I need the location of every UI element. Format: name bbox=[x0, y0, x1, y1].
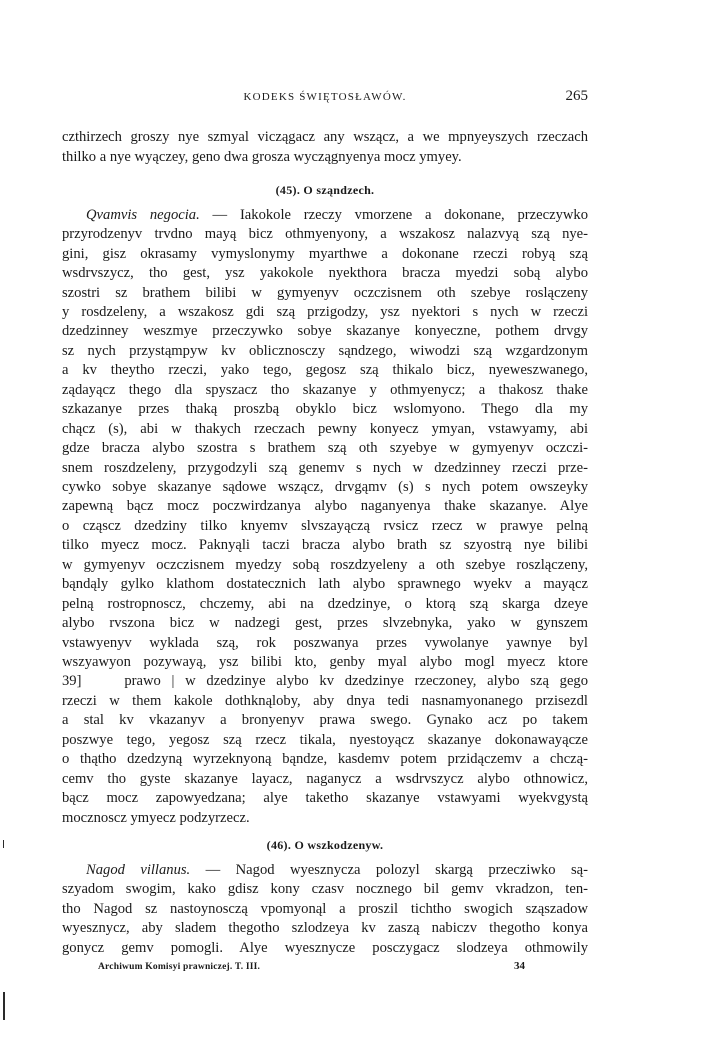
text-line: chącz (s), abi w thakych rzeczach pewny konyecz ymyan, vstawyamy, abi bbox=[62, 421, 588, 437]
text-fragment: Nagod wyesznycza polozyl skargą przecziwko są- bbox=[235, 862, 588, 878]
text-line: thilko a nye wyączey, geno dwa grosza wyczągnyenya mocz ymyey. bbox=[62, 149, 462, 165]
text-line: zapewną bącz mocz poczwirdzanya alybo naganyenya thake skazanye. Alye bbox=[62, 498, 588, 514]
text-line: alybo rvszona bicz w nadzegi gest, przes slvzebnyka, yako w gynszem bbox=[62, 615, 588, 631]
text-line: bąndąly gylko klathom dostatecznich lath alybo sprawnego wyekv a mayącz bbox=[62, 576, 588, 592]
text-line: gdze bracza alybo szostra s brathem szą oth szyebye w gymyenyv oczczi- bbox=[62, 440, 588, 456]
text-line: w gymyenyv oczczisnem myedzy sobą roszdzyeleny a oth szebye roszląсzeny, bbox=[62, 557, 588, 573]
text-line: a kv theytho rzeczi, yako tego, gegosz szą thikalo bicz, nyeweszwanego, bbox=[62, 362, 588, 378]
text-line: tho Nagod sz nastoynosczą vpomyonąl a proszil tichtho swogich sząszadow bbox=[62, 901, 588, 917]
text-line: wsdrvszycz, tho gest, ysz yakokole nyekthora bracza myedzi sobą alybo bbox=[62, 265, 588, 281]
page-footer bbox=[98, 960, 558, 976]
text-line: szostri sz brathem bilibi w gymyenyv oczczisnem oth szebye roslączeny bbox=[62, 285, 588, 301]
text-line: cemv tho gyste skazanye layacz, naganycz a wsdrvszycz alybo othnowicz, bbox=[62, 771, 588, 787]
text-line: wyesznycz, aby sladem thegotho szlodzeya kv zaszą nabiczv thegotho konya bbox=[62, 920, 588, 936]
section-heading: (46). O wszkodzenyw. bbox=[266, 838, 384, 852]
margin-bar bbox=[3, 992, 5, 1020]
text-line: snem roszdzeleny, przygodzyli szą genemv s nych w dzedzinney rzeczi prze- bbox=[62, 460, 588, 476]
text-line: sz nych przystąmpyw kv oblicznosczy sąndzego, wiwodzi szą wzgardzonym bbox=[62, 343, 588, 359]
document-page bbox=[62, 0, 588, 1059]
text-line: y rosdzeleny, a wszakosz gdi szą przigodzy, ysz nyektori s nych w rzeczi bbox=[62, 304, 588, 320]
text-line bbox=[62, 672, 588, 691]
text-line: bącz mocz zapowyedzana; alye taketho skazanye vstawyami wyekvgystą bbox=[62, 790, 588, 806]
text-fragment: Iakokole rzeczy vmorzene a dokonane, przeczywko bbox=[239, 207, 588, 223]
text-line: poszwye tego, yegosz szą rzecz tikala, nyestoyącz skazanye dokonawayącze bbox=[62, 732, 588, 748]
text-line: gonycz gemv pomogli. Alye wyesznycze posczygacz slodzeya othmowily bbox=[62, 940, 588, 956]
text-line: cywko sobye skazanye sądowe wsząсz, drvgąmv (s) s nych potem owszeyky bbox=[62, 479, 588, 495]
text-line: wszyawyon pozywayą, ysz bilibi kto, genby myal alybo mogl myecz ktore bbox=[62, 654, 588, 670]
signature-mark: 34 bbox=[514, 960, 525, 972]
text-fragment: prawo | w dzedzinye alybo kv dzedzinye rzeczoney, alybo szą gego bbox=[124, 673, 588, 689]
text-line: pelną rostropnoscz, chczemy, abi na dzedzinye, o ktorą szą skarga dzeye bbox=[62, 596, 588, 612]
text-line: czthirzech groszy nye szmyal viczągacz any wszącz, a we mpnyeyszych rzeczach bbox=[62, 129, 588, 145]
text-line: vstawyenyv wyklada szą, rok poszwanya przes vywolanye yawnye byl bbox=[62, 635, 588, 651]
section-heading: (45). O sząndzech. bbox=[275, 183, 375, 197]
footer-title: Archiwum Komisyi prawniczej. T. III. bbox=[98, 962, 261, 972]
text-line: szyadom swogim, kako gdisz kony czasv nocznego bil gemv vkradzon, ten- bbox=[62, 881, 588, 897]
text-line: dzedzinney weszmye przeczywko sobye skazanye konyeczne, pothem drvgy bbox=[62, 323, 588, 339]
incipit: Qvamvis negocia. bbox=[86, 207, 200, 223]
page-number: 265 bbox=[565, 88, 588, 104]
text-line: Nagod villanus. — Nagod wyesznycza polozyl skargą przecziwko są- bbox=[86, 862, 588, 878]
folio-marker: 39] bbox=[62, 673, 82, 689]
page-header bbox=[62, 88, 588, 108]
text-line: mocznoscz ymyecz podzyrzecz. bbox=[62, 810, 250, 826]
text-line: a stal kv vkazanyv a bronyenyv prawa swego. Gynako acz po takem bbox=[62, 712, 588, 728]
text-line: o cząscz dzedziny tilko knyemv slvszayączą rvsicz rzecz w prawye pelną bbox=[62, 518, 588, 534]
text-line: tilko myecz mocz. Paknyąli taczi bracza alybo brath sz szyostrą nye bilibi bbox=[62, 537, 588, 553]
text-line: o thątho dzedzyną wyrzeknyoną bąndze, kasdemv potem przidączemv a chczą- bbox=[62, 751, 588, 767]
text-line: szkazanye przes thaką proszbą obyklo bicz wslomyono. Thego dla my bbox=[62, 401, 588, 417]
text-line: rzeczi w them kakole dothknąloby, aby dnya tedi nasnamyonanego przisezdl bbox=[62, 693, 588, 709]
text-line: przyrodzenyv trvdno mayą bicz othmyenyony, a wszakosz nalazvyą szą nye- bbox=[62, 226, 588, 242]
margin-tick bbox=[3, 840, 4, 848]
text-line: ządayącz thego dla spyszacz tho skazanye y othmyenycz; a thakosz thake bbox=[62, 382, 588, 398]
incipit: Nagod villanus. bbox=[86, 862, 191, 878]
text-line: gini, gisz okrasamy vymyslonymy myarthwe a dokonane rzeczi robyą szą bbox=[62, 246, 588, 262]
running-title: KODEKS ŚWIĘTOSŁAWÓW. bbox=[243, 91, 407, 103]
text-line: Qvamvis negocia. — Iakokole rzeczy vmorzene a dokonane, przeczywko bbox=[86, 207, 588, 223]
